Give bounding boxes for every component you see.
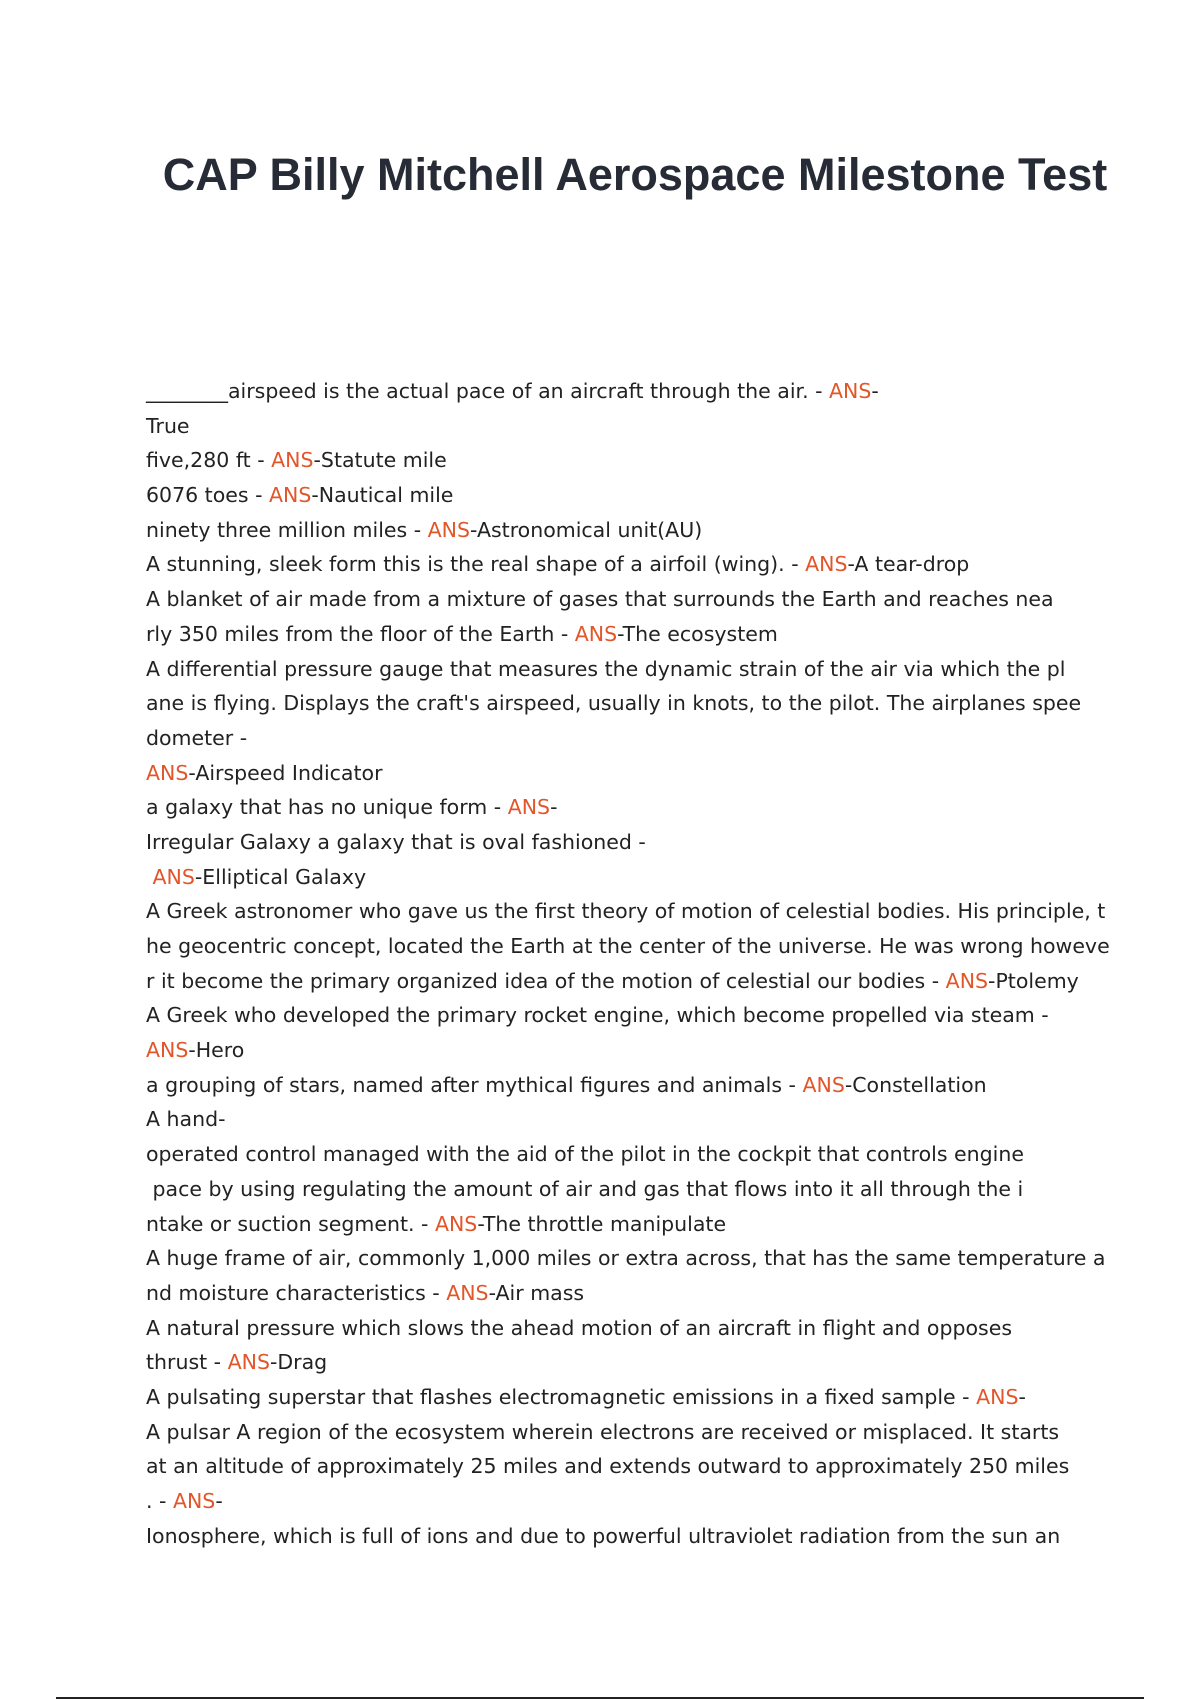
line-text: -Statute mile [313, 448, 447, 473]
qa-line [146, 1172, 1146, 1207]
qa-line [146, 1102, 1146, 1137]
line-text: -Elliptical Galaxy [194, 864, 367, 889]
line-text: 6076 toes - [146, 483, 269, 508]
line-text: A differential pressure gauge that measures the dynamic strain of the air via which the pl [146, 656, 1066, 681]
line-text: a grouping of stars, named after mythical figures and animals - [146, 1072, 803, 1097]
line-text: Ionosphere, which is full of ions and due to powerful ultraviolet radiation from the sun an [146, 1523, 1061, 1548]
answer-label: ANS [146, 1038, 189, 1063]
line-text: at an altitude of approximately 25 miles and extends outward to approximately 250 miles [146, 1454, 1070, 1479]
qa-line [146, 478, 1146, 513]
line-text: -The throttle manipulate [477, 1211, 727, 1236]
qa-line [146, 790, 1146, 825]
answer-label: ANS [152, 864, 195, 889]
answer-label: ANS [271, 448, 314, 473]
answer-label: ANS [434, 1211, 478, 1236]
qa-line [146, 1241, 1146, 1276]
answer-label: ANS [574, 621, 618, 646]
answer-label: ANS [172, 1489, 216, 1513]
line-text: operated control managed with the aid of the pilot in the cockpit that controls engine [146, 1142, 1024, 1167]
line-text: a galaxy that has no unique form - [146, 795, 508, 820]
answer-label: ANS [507, 795, 551, 820]
qa-line [146, 409, 1146, 444]
qa-line [146, 998, 1146, 1033]
line-text: A blanket of air made from a mixture of gases that surrounds the Earth and reaches nea [146, 587, 1054, 612]
line-text: A hand- [146, 1107, 226, 1132]
answer-label: ANS [427, 517, 470, 542]
line-text: ________airspeed is the actual pace of an aircraft through the air. - [146, 379, 830, 403]
answer-label: ANS [976, 1384, 1019, 1409]
answer-label: ANS [146, 760, 189, 785]
line-text: Irregular Galaxy a galaxy that is oval fashioned - [146, 829, 646, 854]
qa-line [146, 860, 1146, 895]
qa-line [146, 1380, 1146, 1415]
qa-line [146, 964, 1146, 999]
line-text: A stunning, sleek form this is the real shape of a airfoil (wing). - [146, 552, 806, 577]
line-text: -Air mass [488, 1280, 585, 1305]
line-text: he geocentric concept, located the Earth at the center of the universe. He was wrong howeve [146, 934, 1110, 958]
answer-label: ANS [805, 552, 848, 577]
line-text: -Airspeed Indicator [188, 760, 383, 785]
line-text: nd moisture characteristics - [146, 1280, 447, 1305]
line-text: rly 350 miles from the floor of the Earth - [146, 621, 575, 646]
footer-divider [56, 1697, 1144, 1699]
qa-line [146, 721, 1146, 756]
qa-line [146, 1207, 1146, 1242]
line-text: -Constellation [844, 1072, 987, 1097]
line-text: A pulsar A region of the ecosystem wherein electrons are received or misplaced. It starts [146, 1419, 1060, 1444]
line-text: dometer - [146, 725, 248, 750]
line-text: -Drag [269, 1350, 328, 1375]
line-text: five,280 ft - [146, 448, 272, 473]
qa-line [146, 1519, 1146, 1554]
line-text: -Ptolemy [988, 968, 1079, 993]
qa-line [146, 1311, 1146, 1346]
line-text: - [1018, 1384, 1026, 1409]
line-text: thrust - [146, 1350, 228, 1375]
line-text: ane is flying. Displays the craft's airspeed, usually in knots, to the pilot. The airplanes spee [146, 691, 1082, 716]
qa-line [146, 825, 1146, 860]
qa-line [146, 582, 1146, 617]
qa-line [146, 1415, 1146, 1450]
line-text: A Greek who developed the primary rocket engine, which become propelled via steam - [146, 1003, 1049, 1028]
line-text: -Nautical mile [311, 483, 454, 508]
answer-label: ANS [829, 379, 872, 403]
line-text: A huge frame of air, commonly 1,000 miles or extra across, that has the same temperature a [146, 1246, 1106, 1271]
line-text: - [871, 379, 879, 403]
answer-label: ANS [269, 483, 312, 508]
qa-line [146, 374, 1146, 409]
qa-line [146, 1137, 1146, 1172]
line-text: ntake or suction segment. - [146, 1211, 435, 1236]
qa-line [146, 547, 1146, 582]
answer-label: ANS [446, 1280, 489, 1305]
document-title: CAP Billy Mitchell Aerospace Milestone Test [162, 149, 1108, 200]
line-text: -A tear-drop [847, 552, 970, 577]
qa-line [146, 652, 1146, 687]
line-text: A Greek astronomer who gave us the first theory of motion of celestial bodies. His principle, t [146, 899, 1106, 924]
qa-line [146, 929, 1146, 964]
line-text: - [215, 1489, 223, 1513]
qa-line [146, 1345, 1146, 1380]
qa-line [146, 617, 1146, 652]
line-text: True [146, 413, 190, 438]
line-text: . - [146, 1489, 173, 1513]
line-text: -The ecosystem [617, 621, 778, 646]
line-text: -Hero [188, 1038, 245, 1063]
line-text: -Astronomical unit(AU) [470, 517, 703, 542]
qa-line [146, 756, 1146, 791]
qa-line [146, 443, 1146, 478]
qa-line [146, 894, 1146, 929]
line-text: - [550, 795, 558, 820]
qa-content [146, 374, 1146, 1553]
line-text: A pulsating superstar that flashes electromagnetic emissions in a fixed sample - [146, 1384, 977, 1409]
answer-label: ANS [945, 968, 989, 993]
qa-line [146, 513, 1146, 548]
line-text: pace by using regulating the amount of air and gas that flows into it all through the i [146, 1176, 1024, 1201]
qa-line [146, 1033, 1146, 1068]
answer-label: ANS [802, 1072, 845, 1097]
answer-label: ANS [227, 1350, 270, 1375]
qa-line [146, 686, 1146, 721]
qa-line [146, 1068, 1146, 1103]
line-text: ninety three million miles - [146, 517, 428, 542]
qa-line [146, 1484, 1146, 1519]
line-text: r it become the primary organized idea of the motion of celestial our bodies - [146, 968, 946, 993]
qa-line [146, 1276, 1146, 1311]
qa-line [146, 1449, 1146, 1484]
line-text: A natural pressure which slows the ahead motion of an aircraft in flight and opposes [146, 1315, 1013, 1340]
